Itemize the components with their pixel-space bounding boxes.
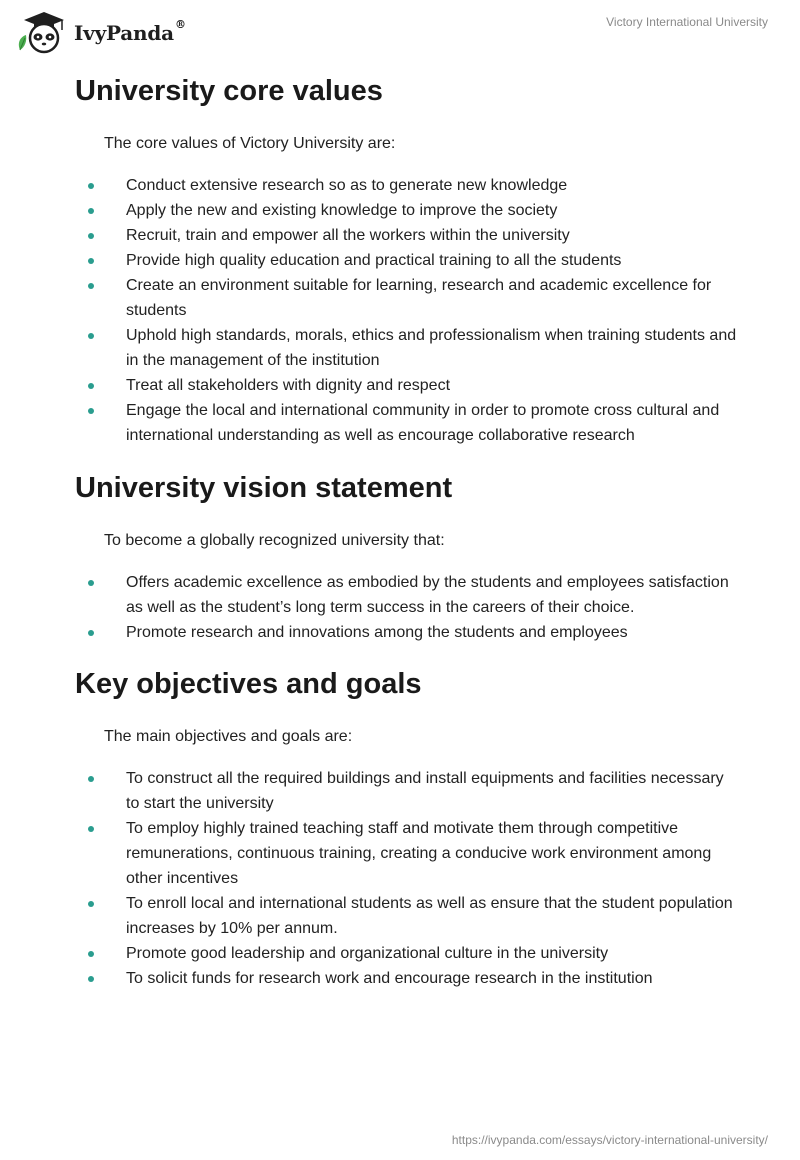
bullet-icon xyxy=(88,383,94,389)
list-item: To construct all the required buildings and install equipments and facilities necessary to start the university xyxy=(0,766,800,816)
ivypanda-logo[interactable] xyxy=(14,8,186,56)
list-item: Conduct extensive research so as to generate new knowledge xyxy=(0,173,800,198)
panda-graduate-icon xyxy=(14,10,70,54)
bullet-icon xyxy=(88,630,94,636)
bullet-icon xyxy=(88,333,94,339)
section-heading: University core values xyxy=(75,75,383,107)
section-intro: To become a globally recognized university that: xyxy=(104,532,445,549)
list-item: Offers academic excellence as embodied by the students and employees satisfaction as well as the student’s long term success in the careers of their choice. xyxy=(0,570,800,620)
bullet-icon xyxy=(88,208,94,214)
section-heading: Key objectives and goals xyxy=(75,668,422,700)
bullet-icon xyxy=(88,776,94,782)
list-item: Treat all stakeholders with dignity and respect xyxy=(0,373,800,398)
section-vision xyxy=(0,463,800,645)
list-item: Recruit, train and empower all the workers within the university xyxy=(0,223,800,248)
bullet-icon xyxy=(88,283,94,289)
list-item: To employ highly trained teaching staff and motivate them through competitive remunerations, continuous training, creating a conducive work environment among other incentives xyxy=(0,816,800,891)
list-item: Apply the new and existing knowledge to improve the society xyxy=(0,198,800,223)
list-item: Engage the local and international community in order to promote cross cultural and international understanding as well as encourage collaborative research xyxy=(0,398,800,448)
list-item: Provide high quality education and practical training to all the students xyxy=(0,248,800,273)
section-intro: The main objectives and goals are: xyxy=(104,728,353,745)
bullet-icon xyxy=(88,183,94,189)
bullet-icon xyxy=(88,233,94,239)
bullet-list xyxy=(0,570,800,645)
document-title: Victory International University xyxy=(606,15,768,29)
section-intro: The core values of Victory University are: xyxy=(104,135,396,152)
bullet-icon xyxy=(88,580,94,586)
bullet-icon xyxy=(88,258,94,264)
list-item: Create an environment suitable for learning, research and academic excellence for students xyxy=(0,273,800,323)
brand-name: IvyPanda® xyxy=(74,18,186,45)
bullet-icon xyxy=(88,951,94,957)
document-body xyxy=(0,66,800,991)
bullet-icon xyxy=(88,826,94,832)
bullet-icon xyxy=(88,901,94,907)
section-objectives xyxy=(0,659,800,991)
bullet-list xyxy=(0,766,800,991)
section-core-values xyxy=(0,66,800,448)
list-item: To enroll local and international students as well as ensure that the student population increases by 10% per annum. xyxy=(0,891,800,941)
page-header xyxy=(0,0,800,60)
list-item: Uphold high standards, morals, ethics and professionalism when training students and in the management of the institution xyxy=(0,323,800,373)
source-url[interactable]: https://ivypanda.com/essays/victory-international-university/ xyxy=(451,1133,768,1147)
bullet-icon xyxy=(88,976,94,982)
bullet-icon xyxy=(88,408,94,414)
section-heading: University vision statement xyxy=(75,472,453,504)
bullet-list xyxy=(0,173,800,448)
list-item: Promote research and innovations among the students and employees xyxy=(0,620,800,645)
list-item: To solicit funds for research work and encourage research in the institution xyxy=(0,966,800,991)
list-item: Promote good leadership and organizational culture in the university xyxy=(0,941,800,966)
